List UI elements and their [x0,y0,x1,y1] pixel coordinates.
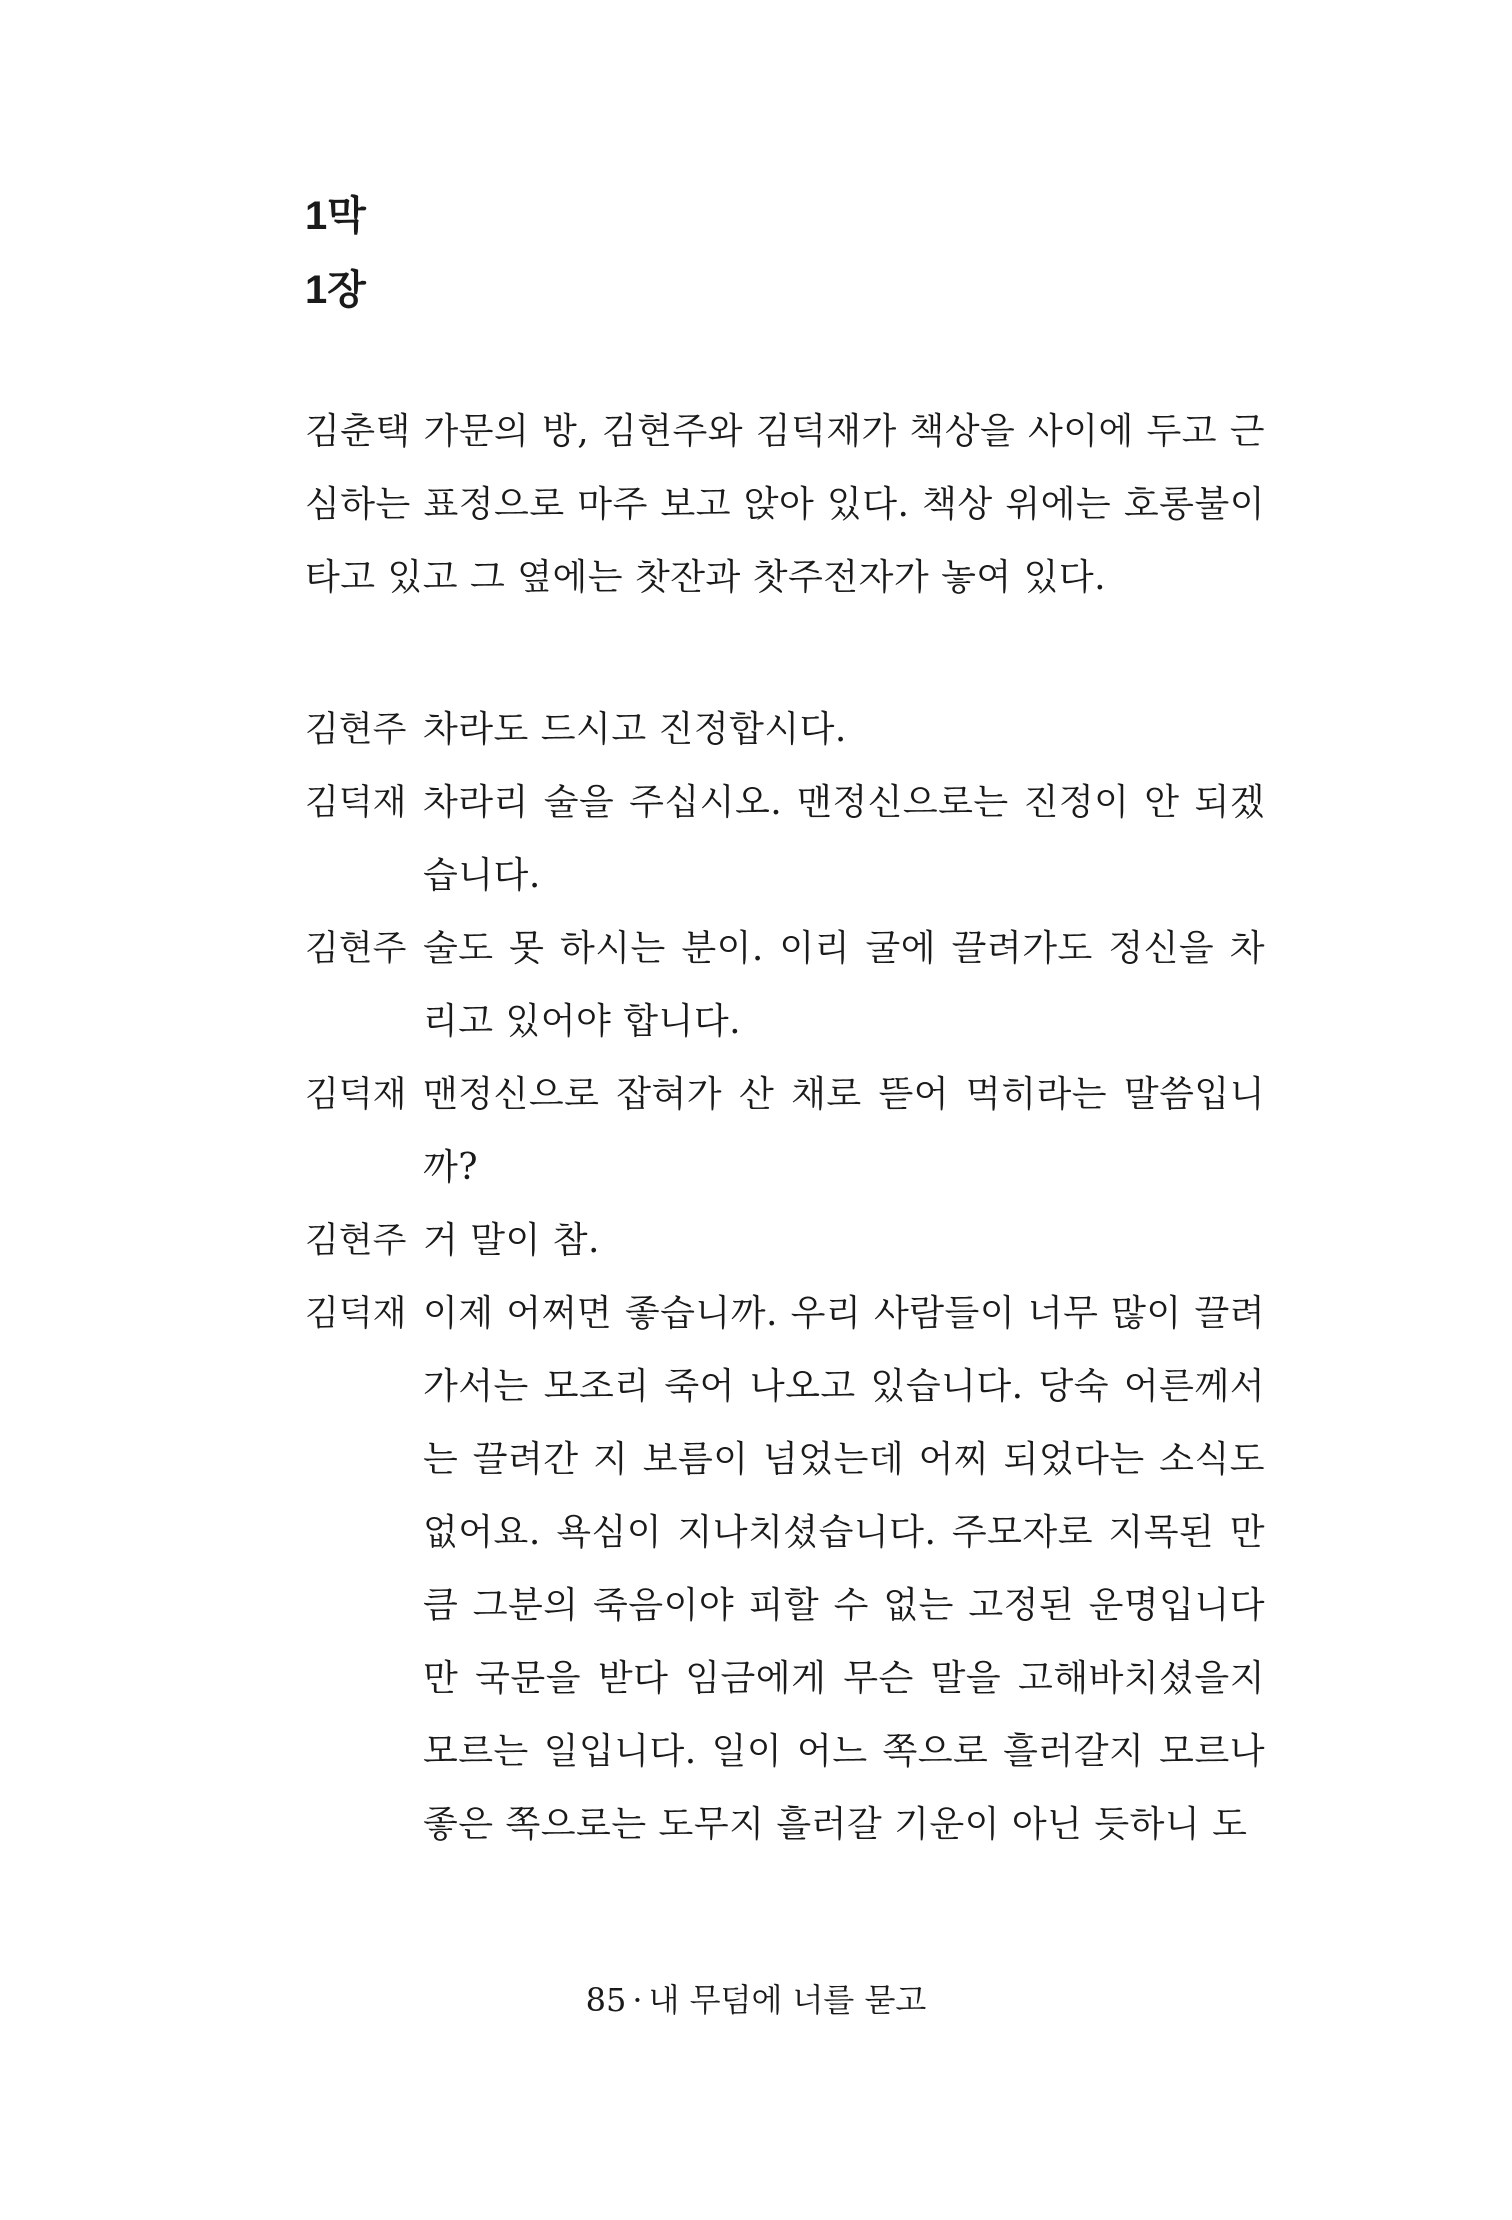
speech-text: 차라도 드시고 진정합시다. [423,709,847,750]
stage-direction: 김춘택 가문의 방, 김현주와 김덕재가 책상을 사이에 두고 근심하는 표정으로 마주 보고 앉아 있다. 책상 위에는 호롱불이 타고 있고 그 옆에는 찻잔과 찻주전자가 놓여 있다. [305,411,1265,598]
speaker-name: 김현주 [305,710,407,749]
speaker-name: 김덕재 [305,783,407,822]
speaker-name: 김덕재 [305,1075,407,1114]
footer-separator: · [632,1981,643,2019]
act-heading: 1막 [305,194,366,238]
speech-text: 차라리 술을 주십시오. 맨정신으로는 진정이 안 되겠습니다. [423,782,1265,896]
book-title: 내 무덤에 너를 묻고 [648,1981,927,2019]
speech-text: 이제 어쩌면 좋습니까. 우리 사람들이 너무 많이 끌려가서는 모조리 죽어 나오고 있습니다. 당숙 어른께서는 끌려간 지 보름이 넘었는데 어찌 되었다는 소식도 없어요. 욕심이 지나치셨습니다. 주모자로 지목된 만큼 그분의 죽음이야 피할 수 없는 고정된 운명입니다만 국문을 받다 임금에게 무슨 말을 고해바치셨을지 모르는 일입니다. 일이 어느 쪽으로 흘러갈지 모르나 좋은 쪽으로는 도무지 흘러갈 기운이 아닌 듯하니 도 [423,1293,1265,1845]
dialogue-line [305,912,1265,1058]
speaker-name: 김덕재 [305,1294,407,1333]
speaker-name: 김현주 [305,929,407,968]
dialogue-block [305,693,1265,1861]
dialogue-line [305,766,1265,912]
dialogue-line [305,1277,1265,1861]
speech-text: 거 말이 참. [423,1220,600,1261]
scene-heading: 1장 [305,268,366,312]
dialogue-line [305,693,1265,766]
speech-text: 맨정신으로 잡혀가 산 채로 뜯어 먹히라는 말씀입니까? [423,1074,1265,1188]
speech-text: 술도 못 하시는 분이. 이리 굴에 끌려가도 정신을 차리고 있어야 합니다. [423,928,1265,1042]
page-number: 85 [585,1981,627,2019]
page-footer [0,1980,1512,2020]
speaker-name: 김현주 [305,1221,407,1260]
dialogue-line [305,1204,1265,1277]
dialogue-line [305,1058,1265,1204]
